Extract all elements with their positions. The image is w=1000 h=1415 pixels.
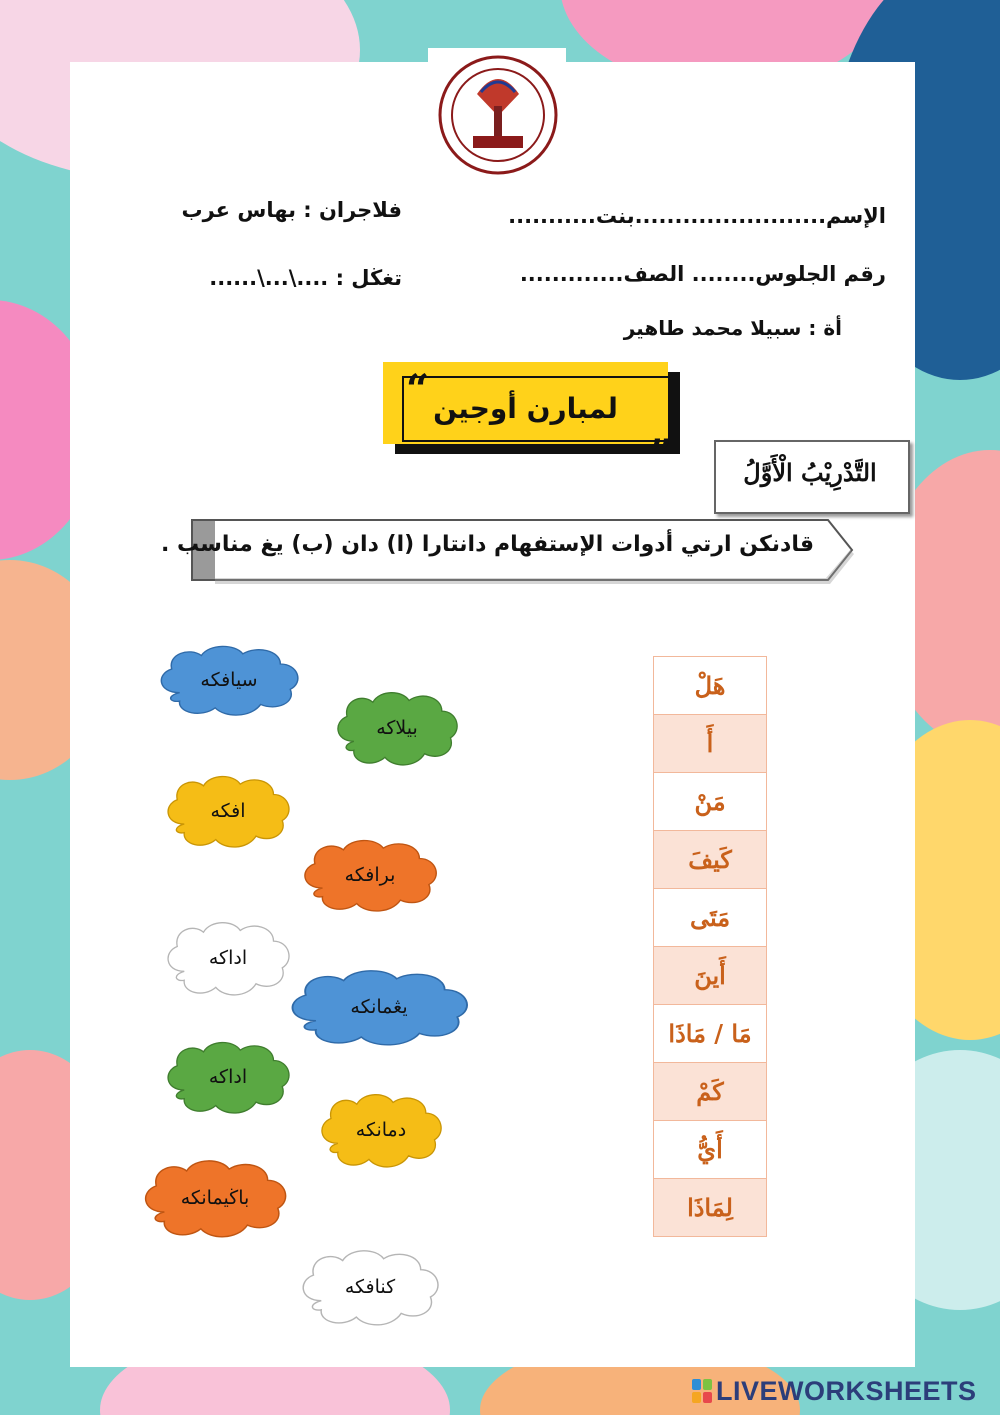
answer-cloud[interactable] bbox=[158, 772, 298, 850]
answer-cloud[interactable] bbox=[134, 1156, 296, 1240]
cloud-label: كنافكه bbox=[344, 1276, 396, 1298]
cloud-label: باڬيمانكه bbox=[180, 1187, 250, 1209]
answer-cloud[interactable] bbox=[278, 966, 480, 1048]
cloud-label: يڠمانكه bbox=[350, 996, 408, 1018]
question-word-cell: هَلْ bbox=[653, 656, 767, 715]
question-word-cell: لِمَاذَا bbox=[653, 1179, 767, 1237]
liveworksheets-logo[interactable] bbox=[692, 1376, 977, 1406]
answer-cloud[interactable] bbox=[312, 1090, 450, 1170]
question-word-cell: أَ bbox=[653, 715, 767, 773]
student-name-line: الإسم........................بنت........... bbox=[508, 204, 886, 228]
answer-cloud[interactable] bbox=[158, 1038, 298, 1116]
brand-text: LIVEWORKSHEETS bbox=[716, 1375, 977, 1406]
open-quote-icon: “ bbox=[406, 366, 430, 413]
question-word-cell: كَيفَ bbox=[653, 831, 767, 889]
answer-cloud[interactable] bbox=[158, 918, 298, 998]
instruction-text: قادنكن ارتي أدوات الإستفهام دانتارا (ا) دان (ب) يغ مناسب . bbox=[160, 532, 814, 557]
date-line: تغڬل : ....\...\...... bbox=[209, 266, 402, 290]
cloud-label: افكه bbox=[210, 800, 246, 822]
question-word-cell: مَا / مَاذَا bbox=[653, 1005, 767, 1063]
question-words-table bbox=[653, 656, 767, 1237]
answer-cloud[interactable] bbox=[294, 836, 446, 914]
answer-cloud[interactable] bbox=[150, 642, 308, 718]
question-word-cell: أَيُّ bbox=[653, 1121, 767, 1179]
banner-title: لمبارن أوجين bbox=[433, 392, 618, 425]
teacher-name-line: أة : سبيلا محمد طاهير bbox=[623, 316, 842, 340]
question-word-cell: مَتَى bbox=[653, 889, 767, 947]
answer-cloud[interactable] bbox=[328, 688, 466, 768]
close-quote-icon: „ bbox=[650, 408, 674, 455]
cloud-label: برافكه bbox=[344, 864, 396, 886]
cloud-label: اداكه bbox=[208, 947, 248, 969]
seat-class-line: رقم الجلوس........ الصف............. bbox=[519, 262, 886, 286]
school-logo bbox=[437, 54, 559, 176]
cloud-label: بيلاكه bbox=[376, 717, 418, 739]
question-word-cell: مَنْ bbox=[653, 773, 767, 831]
cloud-label: دمانكه bbox=[355, 1119, 407, 1141]
exercise-title: التَّدْرِيْبُ الْأَوَّلُ bbox=[743, 458, 877, 487]
question-word-cell: أَينَ bbox=[653, 947, 767, 1005]
liveworksheets-icon bbox=[692, 1379, 712, 1403]
cloud-label: اداكه bbox=[208, 1066, 248, 1088]
teacher-subject-line: فلاجران : بهاس عرب bbox=[181, 198, 402, 222]
cloud-label: سيافكه bbox=[200, 669, 258, 691]
answer-cloud[interactable] bbox=[292, 1246, 448, 1328]
question-word-cell: كَمْ bbox=[653, 1063, 767, 1121]
